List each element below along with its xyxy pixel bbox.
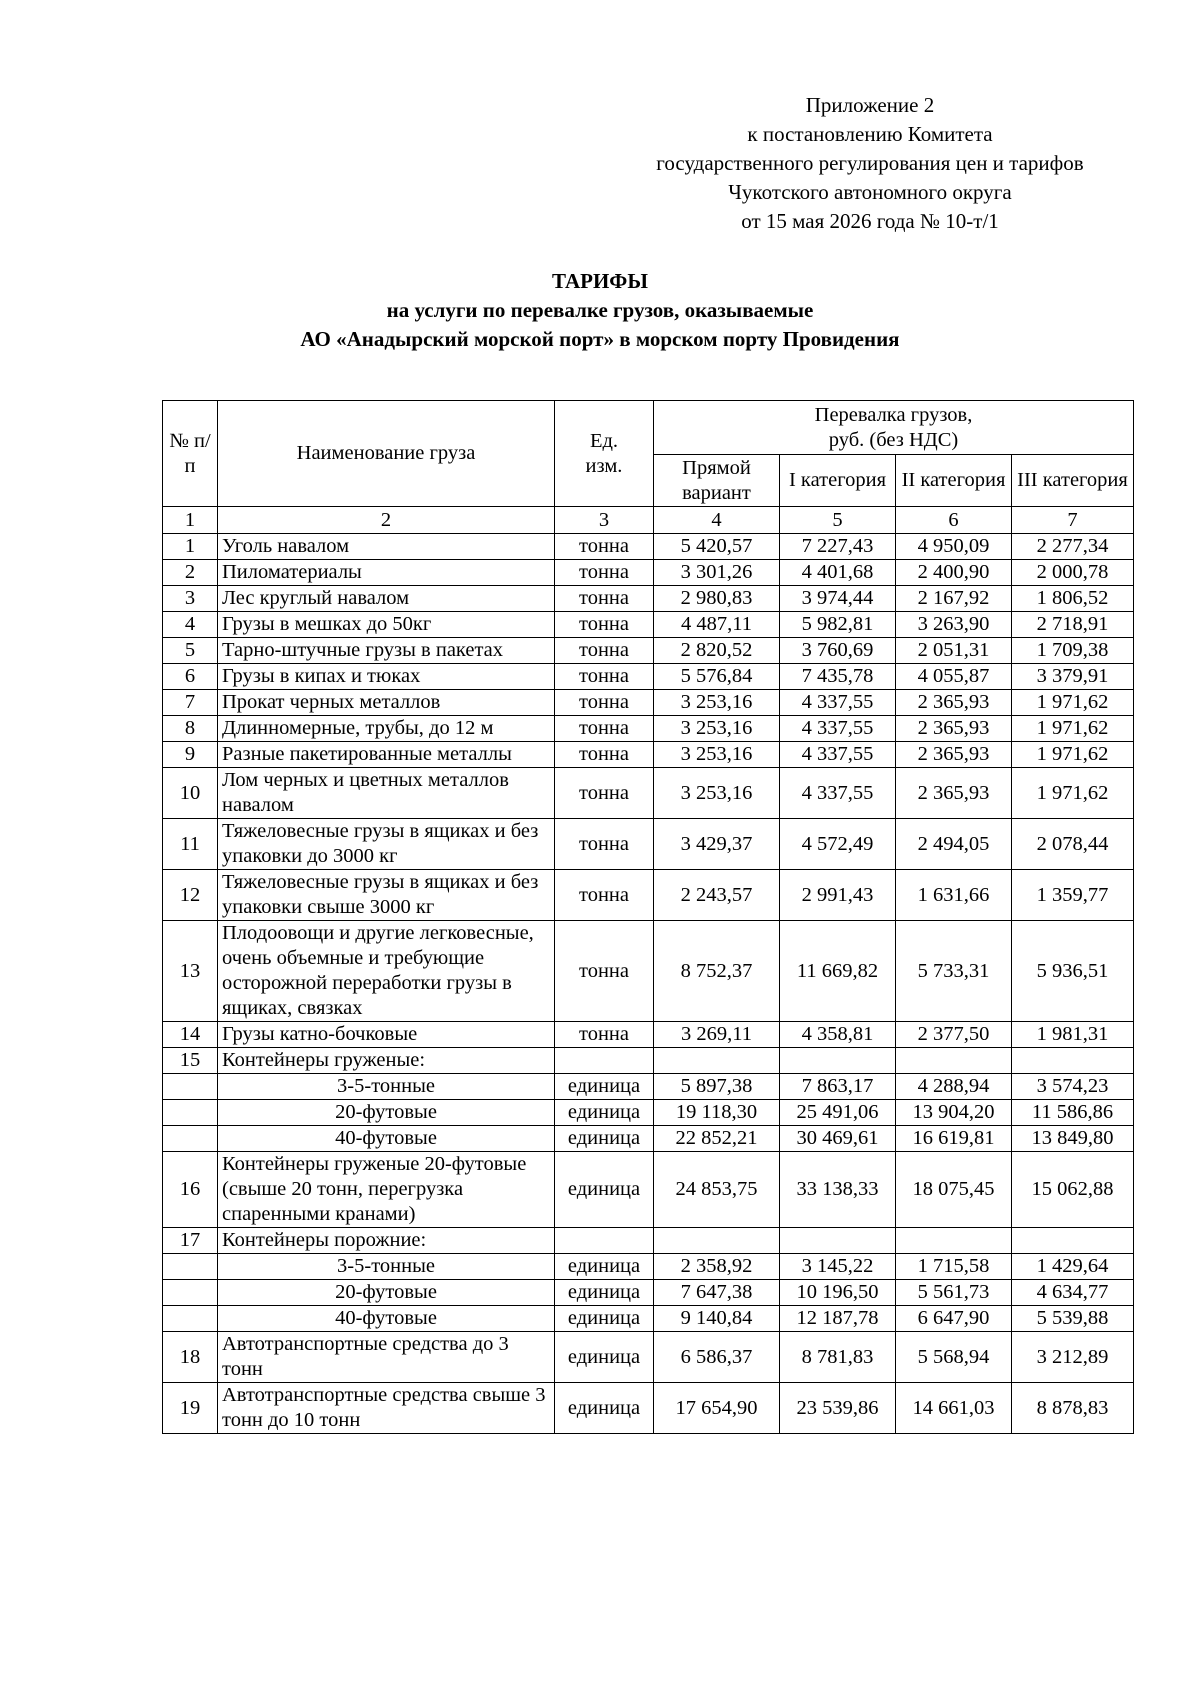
tariff-value-cell: 13 904,20 [896,1100,1012,1126]
appendix-line: Чукотского автономного округа [728,180,1012,204]
table-row [163,1228,1134,1254]
tariff-value-cell: 3 253,16 [654,742,780,768]
tariff-value-cell: 2 243,57 [654,870,780,921]
cargo-name-cell: Тяжеловесные грузы в ящиках и без упаковки свыше 3000 кг [218,870,555,921]
tariff-value-cell: 7 647,38 [654,1280,780,1306]
row-number-cell: 9 [163,742,218,768]
header-col-cat2: II категория [896,455,1012,507]
cargo-name-cell: Контейнеры порожние: [218,1228,555,1254]
tariff-value-cell: 2 000,78 [1012,560,1134,586]
unit-cell: единица [555,1280,654,1306]
tariff-value-cell: 8 752,37 [654,921,780,1022]
row-number-cell: 16 [163,1152,218,1228]
cargo-name-cell: 40-футовые [218,1126,555,1152]
header-num: № п/п [163,401,218,507]
cargo-name-cell: Грузы в кипах и тюках [218,664,555,690]
unit-cell: единица [555,1152,654,1228]
tariff-value-cell: 1 971,62 [1012,768,1134,819]
cargo-name-cell: Прокат черных металлов [218,690,555,716]
tariff-value-cell [896,1048,1012,1074]
tariff-value-cell: 1 981,31 [1012,1022,1134,1048]
cargo-name-cell: 20-футовые [218,1100,555,1126]
tariff-value-cell: 10 196,50 [780,1280,896,1306]
row-number-cell [163,1100,218,1126]
unit-cell: тонна [555,1022,654,1048]
tariff-value-cell: 12 187,78 [780,1306,896,1332]
tariff-value-cell: 9 140,84 [654,1306,780,1332]
cargo-name-cell: 3-5-тонные [218,1254,555,1280]
tariff-value-cell: 2 400,90 [896,560,1012,586]
tariff-value-cell [1012,1048,1134,1074]
tariff-value-cell: 2 167,92 [896,586,1012,612]
table-row [163,1126,1134,1152]
row-number-cell: 4 [163,612,218,638]
row-number-cell: 19 [163,1383,218,1434]
cargo-name-cell: Лом черных и цветных металлов навалом [218,768,555,819]
cargo-name-cell: 20-футовые [218,1280,555,1306]
tariff-value-cell: 19 118,30 [654,1100,780,1126]
row-number-cell: 17 [163,1228,218,1254]
appendix-line: к постановлению Комитета [747,122,993,146]
tariff-value-cell: 30 469,61 [780,1126,896,1152]
cargo-name-cell: Контейнеры груженые: [218,1048,555,1074]
tariff-value-cell: 4 358,81 [780,1022,896,1048]
tariff-value-cell: 7 435,78 [780,664,896,690]
document-title [150,267,1050,354]
table-row [163,1152,1134,1228]
row-number-cell [163,1074,218,1100]
col-number: 2 [218,507,555,534]
tariff-value-cell: 2 365,93 [896,690,1012,716]
tariff-value-cell: 3 212,89 [1012,1332,1134,1383]
tariff-value-cell: 2 377,50 [896,1022,1012,1048]
tariff-value-cell: 13 849,80 [1012,1126,1134,1152]
tariff-value-cell [780,1048,896,1074]
row-number-cell: 8 [163,716,218,742]
tariff-value-cell: 4 337,55 [780,690,896,716]
table-row [163,1074,1134,1100]
unit-cell: тонна [555,716,654,742]
row-number-cell: 7 [163,690,218,716]
col-number: 1 [163,507,218,534]
row-number-cell: 18 [163,1332,218,1383]
tariff-value-cell: 1 971,62 [1012,716,1134,742]
unit-cell: единица [555,1254,654,1280]
tariff-value-cell: 4 401,68 [780,560,896,586]
title-line: ТАРИФЫ [552,269,648,293]
tariff-value-cell: 3 253,16 [654,716,780,742]
tariff-value-cell: 3 379,91 [1012,664,1134,690]
row-number-cell: 2 [163,560,218,586]
tariff-value-cell: 4 950,09 [896,534,1012,560]
row-number-cell [163,1126,218,1152]
col-number: 5 [780,507,896,534]
table-row [163,742,1134,768]
tariff-value-cell: 3 253,16 [654,768,780,819]
appendix-line: от 15 мая 2026 года № 10-т/1 [741,209,999,233]
table-row [163,690,1134,716]
unit-cell: тонна [555,534,654,560]
cargo-name-cell: Плодоовощи и другие легковесные, очень объемные и требующие осторожной переработки грузы в ящиках, связках [218,921,555,1022]
table-row [163,612,1134,638]
tariff-value-cell: 6 647,90 [896,1306,1012,1332]
tariff-value-cell: 3 253,16 [654,690,780,716]
tariff-table [162,400,1134,1434]
table-row [163,1332,1134,1383]
tariff-value-cell: 1 631,66 [896,870,1012,921]
tariff-value-cell: 5 568,94 [896,1332,1012,1383]
tariff-value-cell: 4 337,55 [780,768,896,819]
row-number-cell: 5 [163,638,218,664]
table-row [163,638,1134,664]
table-row [163,1383,1134,1434]
tariff-value-cell: 1 429,64 [1012,1254,1134,1280]
tariff-value-cell: 8 878,83 [1012,1383,1134,1434]
tariff-value-cell: 5 576,84 [654,664,780,690]
row-number-cell: 10 [163,768,218,819]
cargo-name-cell: Разные пакетированные металлы [218,742,555,768]
cargo-name-cell: 40-футовые [218,1306,555,1332]
tariff-value-cell: 3 145,22 [780,1254,896,1280]
col-number: 4 [654,507,780,534]
tariff-value-cell: 8 781,83 [780,1332,896,1383]
tariff-value-cell: 11 586,86 [1012,1100,1134,1126]
cargo-name-cell: Длинномерные, трубы, до 12 м [218,716,555,742]
tariff-value-cell: 4 055,87 [896,664,1012,690]
table-row [163,1100,1134,1126]
title-line: на услуги по перевалке грузов, оказываемые [386,298,814,322]
row-number-cell [163,1280,218,1306]
table-row [163,534,1134,560]
tariff-value-cell: 3 974,44 [780,586,896,612]
tariff-value-cell: 2 365,93 [896,742,1012,768]
cargo-name-cell: Контейнеры груженые 20-футовые (свыше 20 тонн, перегрузка спаренными кранами) [218,1152,555,1228]
tariff-value-cell: 4 634,77 [1012,1280,1134,1306]
tariff-value-cell: 2 991,43 [780,870,896,921]
table-row [163,716,1134,742]
tariff-value-cell: 1 971,62 [1012,690,1134,716]
tariff-value-cell: 23 539,86 [780,1383,896,1434]
tariff-value-cell: 2 051,31 [896,638,1012,664]
tariff-value-cell: 1 971,62 [1012,742,1134,768]
tariff-value-cell: 16 619,81 [896,1126,1012,1152]
tariff-value-cell [654,1048,780,1074]
unit-cell [555,1048,654,1074]
tariff-value-cell: 2 494,05 [896,819,1012,870]
unit-cell: единица [555,1383,654,1434]
cargo-name-cell: Пиломатериалы [218,560,555,586]
header-col-direct: Прямой вариант [654,455,780,507]
table-row [163,870,1134,921]
table-row [163,921,1134,1022]
tariff-value-cell: 1 715,58 [896,1254,1012,1280]
tariff-value-cell: 2 365,93 [896,768,1012,819]
tariff-value-cell: 25 491,06 [780,1100,896,1126]
tariff-value-cell: 3 301,26 [654,560,780,586]
tariff-value-cell: 4 337,55 [780,716,896,742]
tariff-value-cell: 3 269,11 [654,1022,780,1048]
unit-cell: тонна [555,870,654,921]
tariff-value-cell [654,1228,780,1254]
table-row [163,1022,1134,1048]
tariff-value-cell: 5 420,57 [654,534,780,560]
unit-cell: тонна [555,819,654,870]
tariff-value-cell: 22 852,21 [654,1126,780,1152]
row-number-cell [163,1306,218,1332]
col-number: 6 [896,507,1012,534]
tariff-value-cell [780,1228,896,1254]
tariff-value-cell: 2 820,52 [654,638,780,664]
row-number-cell: 12 [163,870,218,921]
unit-cell [555,1228,654,1254]
tariff-value-cell: 3 429,37 [654,819,780,870]
tariff-value-cell: 5 733,31 [896,921,1012,1022]
tariff-value-cell: 7 227,43 [780,534,896,560]
row-number-cell: 1 [163,534,218,560]
tariff-value-cell: 5 982,81 [780,612,896,638]
unit-cell: единица [555,1332,654,1383]
tariff-value-cell: 17 654,90 [654,1383,780,1434]
table-row [163,1254,1134,1280]
tariff-value-cell: 2 980,83 [654,586,780,612]
row-number-cell: 14 [163,1022,218,1048]
header-col-cat3: III категория [1012,455,1134,507]
row-number-cell: 6 [163,664,218,690]
tariff-value-cell: 11 669,82 [780,921,896,1022]
tariff-value-cell: 3 760,69 [780,638,896,664]
tariff-value-cell: 24 853,75 [654,1152,780,1228]
unit-cell: тонна [555,638,654,664]
tariff-value-cell: 4 288,94 [896,1074,1012,1100]
unit-cell: тонна [555,612,654,638]
appendix-line: Приложение 2 [805,93,935,117]
cargo-name-cell: Автотранспортные средства до 3 тонн [218,1332,555,1383]
tariff-value-cell: 1 806,52 [1012,586,1134,612]
tariff-value-cell: 2 365,93 [896,716,1012,742]
cargo-name-cell: Лес круглый навалом [218,586,555,612]
tariff-value-cell: 18 075,45 [896,1152,1012,1228]
tariff-value-cell: 5 561,73 [896,1280,1012,1306]
title-line: АО «Анадырский морской порт» в морском порту Провидения [300,327,900,351]
appendix-header [600,91,1140,236]
tariff-value-cell: 33 138,33 [780,1152,896,1228]
tariff-value-cell: 5 897,38 [654,1074,780,1100]
tariff-value-cell: 1 709,38 [1012,638,1134,664]
cargo-name-cell: 3-5-тонные [218,1074,555,1100]
unit-cell: тонна [555,560,654,586]
unit-cell: тонна [555,742,654,768]
row-number-cell: 13 [163,921,218,1022]
cargo-name-cell: Тяжеловесные грузы в ящиках и без упаковки до 3000 кг [218,819,555,870]
unit-cell: тонна [555,921,654,1022]
row-number-cell: 3 [163,586,218,612]
tariff-value-cell [1012,1228,1134,1254]
header-col-cat1: I категория [780,455,896,507]
cargo-name-cell: Грузы катно-бочковые [218,1022,555,1048]
table-row [163,1306,1134,1332]
unit-cell: тонна [555,768,654,819]
table-row [163,819,1134,870]
col-number: 3 [555,507,654,534]
tariff-value-cell: 5 936,51 [1012,921,1134,1022]
unit-cell: единица [555,1306,654,1332]
tariff-value-cell: 4 572,49 [780,819,896,870]
tariff-value-cell: 5 539,88 [1012,1306,1134,1332]
tariff-value-cell: 3 263,90 [896,612,1012,638]
tariff-value-cell: 2 078,44 [1012,819,1134,870]
unit-cell: тонна [555,586,654,612]
table-row [163,768,1134,819]
header-unit: Ед. изм. [555,401,654,507]
tariff-value-cell [896,1228,1012,1254]
appendix-line: государственного регулирования цен и тарифов [656,151,1084,175]
tariff-value-cell: 3 574,23 [1012,1074,1134,1100]
cargo-name-cell: Уголь навалом [218,534,555,560]
unit-cell: единица [555,1074,654,1100]
tariff-value-cell: 6 586,37 [654,1332,780,1383]
tariff-value-cell: 4 487,11 [654,612,780,638]
cargo-name-cell: Грузы в мешках до 50кг [218,612,555,638]
row-number-cell [163,1254,218,1280]
tariff-value-cell: 4 337,55 [780,742,896,768]
tariff-value-cell: 2 277,34 [1012,534,1134,560]
tariff-value-cell: 2 718,91 [1012,612,1134,638]
row-number-cell: 11 [163,819,218,870]
tariff-value-cell: 14 661,03 [896,1383,1012,1434]
table-body [163,534,1134,1434]
unit-cell: единица [555,1126,654,1152]
tariff-value-cell: 1 359,77 [1012,870,1134,921]
header-name: Наименование груза [218,401,555,507]
row-number-cell: 15 [163,1048,218,1074]
table-row [163,560,1134,586]
tariff-value-cell: 7 863,17 [780,1074,896,1100]
header-group: Перевалка грузов, руб. (без НДС) [654,401,1134,455]
unit-cell: единица [555,1100,654,1126]
tariff-value-cell: 15 062,88 [1012,1152,1134,1228]
cargo-name-cell: Тарно-штучные грузы в пакетах [218,638,555,664]
table-row [163,664,1134,690]
table-row [163,1048,1134,1074]
table-row [163,1280,1134,1306]
col-number: 7 [1012,507,1134,534]
unit-cell: тонна [555,664,654,690]
table-row [163,586,1134,612]
unit-cell: тонна [555,690,654,716]
cargo-name-cell: Автотранспортные средства свыше 3 тонн до 10 тонн [218,1383,555,1434]
tariff-value-cell: 2 358,92 [654,1254,780,1280]
